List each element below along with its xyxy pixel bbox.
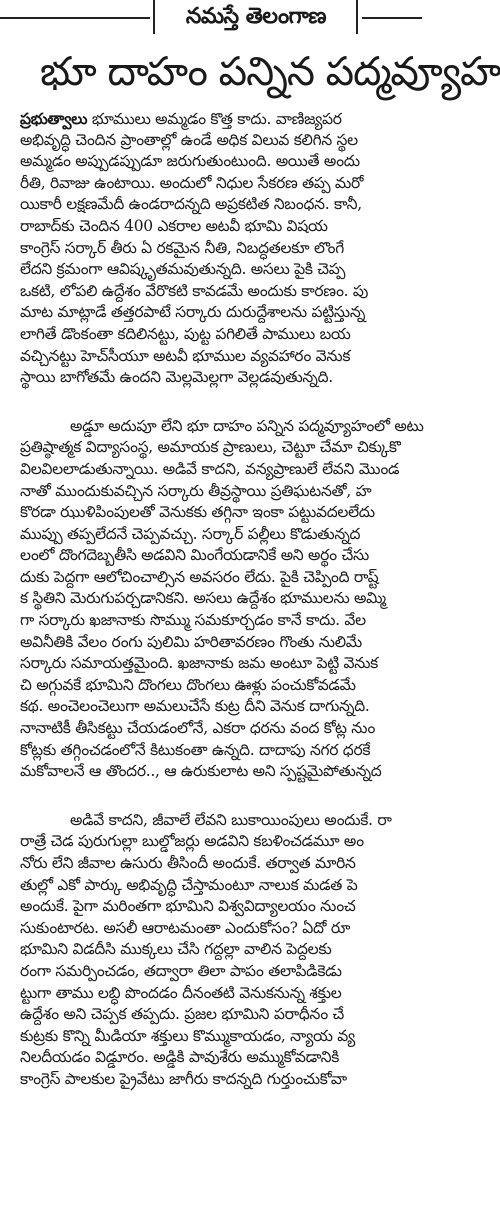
article-paragraph [0,416,422,783]
article-line: క స్థితిని మెరుగుపర్చడానికని. అసలు ఉద్దేశం భూములను అమ్మి [20,589,386,608]
article-line: అమ్మడం అప్పుడప్పుడూ జరుగుతుంటుంది. అయితే అందు [20,152,360,171]
article-line: నానాటికీ తీసికట్టు చేయడంలోనే, ఎకరా ధరను వంద కోట్ల నుం [20,719,376,738]
article-line: రాత్రే చెడ పురుగుల్లా బుల్డోజర్లు అడవిని కబళించడమూ అం [20,832,364,851]
masthead-divider-right [356,0,358,34]
article-line: కొరడా ఝుళిపింపులతో వెనుకకు తగ్గినా ఇంకా పట్టువదలలేదు [20,503,375,522]
article-line: లంలో దొంగదెబ్బతీసి అడవిని మింగేయడానికే అని అర్థం చేసు [20,546,369,565]
article-line: యికారీ లక్షణమేదీ ఉండరాదన్నది అప్రకటిత నిబంధన. కానీ, [20,195,362,214]
article-line: దుకు పెద్దగా ఆలోచించాల్సిన అవసరం లేదు. పైకి చెప్పింది రాష్ట్ [20,567,379,586]
lead-word: ప్రభుత్వాలు [20,109,88,128]
article-line: ఉద్దేశం అని చెప్పక తప్పదు. ప్రజల భూమిని పరాధీనం చే [20,1005,345,1024]
paragraph-gap [0,389,422,416]
article-line: వచ్చినట్టు హెచ్‌సీయూ అటవీ భూముల వ్యవహారం వెనుక [20,346,351,365]
newspaper-name: నమస్తే తెలంగాణ [185,4,327,29]
article-line: నాతో ముందుకువచ్చిన సర్కారు తీవ్రస్థాయి ప్రతిఘటనతో, హ [20,481,372,500]
paragraph-gap [0,783,422,810]
article-body [0,108,422,1091]
article-line: కాంగ్రెస్ సర్కార్ తీరు ఏ రకమైన నీతి, నిబద్ధతలకూ లొంగే [20,238,344,257]
article-line: అడివే కాదని, జీవాలే లేవని బుకాయింపులు అందుకే. రా [70,810,392,829]
article-line: మాట మాట్లాడే తత్తరపాటే సర్కారు దురుద్దేశాలను పట్టిస్తున్న [20,303,366,322]
article-line: రాబాద్‌కు చెందిన 400 ఎకరాల అటవీ భూమి విషయ [20,216,328,235]
article-line: చి అగ్గువకే భూమిని దొంగలు దొంగలు ఊళ్లు పంచుకోవడమే [20,675,356,694]
article-line: నిలదీయడం విడ్డూరం. అడ్డికి పావుశేరు అమ్ముకోవడానికి [20,1048,339,1067]
article-line: స్థాయి బాగోతమే ఉందని మెల్లమెల్లగా వెల్లడవుతున్నది. [20,368,333,387]
article-line: కాంగ్రెస్ పాలకుల ప్రైవేటు జాగీరు కాదన్నది గుర్తుంచుకోవా [20,1069,347,1088]
article-line: కుట్రకు కొన్ని మీడియా శక్తులు కొమ్ముకాయడం, న్యాయ వ్య [20,1026,355,1045]
article-line: రంగా సమర్పించడం, తద్వారా తిలా పాపం తలాపిడికెడు [20,961,342,980]
article-line: అడ్డూ అదుపూ లేని భూ దాహం పన్నిన పద్మవ్యూహంలో అటు [70,416,424,435]
article-line: రీతి, రివాజు ఉంటాయి. అందులో నిధుల సేకరణ తప్ప మరో [20,173,364,192]
article-line: అవినీతికి వేలం రంగు పులిమి హరితావరణం గొంతు నులిమే [20,632,362,651]
article-line: మకోవాలనే ఆ తొందర.., ఆ ఉరుకులాట అని స్పష్టమైపోతున్నద [20,762,382,781]
article-line: గా సర్కారు ఖజానాకు సొమ్ము సమకూర్చడం కానే కాదు. వేల [20,611,366,630]
article-headline: భూ దాహం పన్నిన పద్మవ్యూహ [40,49,500,95]
masthead [0,0,422,38]
article-line: ట్టుగా తాము లబ్ధి పొందడం దీనంతటి వెనుకనున్న శక్తుల [20,983,342,1002]
masthead-rule-right [362,17,422,19]
article-line: తుల్లో ఎకో పార్కు అభివృద్ధి చేస్తామంటూ నాలుక మడత పె [20,875,358,894]
article-line: అభివృద్ధి చెందిన ప్రాంతాల్లో ఉండే అధిక విలువ కలిగిన స్థల [20,130,358,149]
article-line: నోరు లేని జీవాల ఉసురు తీసిందీ అందుకే. తర్వాత మారిన [20,854,356,872]
article-line: లాగితే డొంకంతా కదిలినట్టు, పుట్ట పగిలితే పాములు బయ [20,324,351,343]
article-paragraph [0,810,422,1091]
article-line: కోట్లకు తగ్గించడంలోనే కిటుకంతా ఉన్నది. దాదాపు నగర ధరకే [20,740,371,759]
masthead-rule-left [0,17,150,19]
article-line: కథ. అంచెలంచెలుగా అమలుచేసే కుట్ర దీని వెనుక దాగున్నది. [20,697,370,716]
article-line: ప్రభుత్వాలు భూములు అమ్మడం కొత్త కాదు. వాణిజ్యపర [20,109,342,128]
article-line: అందుకే. పైగా మరింతగా భూమిని విశ్వవిద్యాలయం నుంచ [20,897,356,916]
article-line: ఒకటి, లోపలి ఉద్దేశం వేరొకటి కావడమే అందుకు కారణం. పు [20,281,369,300]
article-line: లేదని క్రమంగా ఆవిష్కృతమవుతున్నది. అసలు పైకి చెప్ప [20,260,346,279]
article-line: ముప్పు తప్పలేదనే చెప్పవచ్చు. సర్కార్ పల్లీలు కొడుతున్నద [20,524,361,543]
article-line: విలవిలలాడుతున్నాయి. అడివే కాదని, వన్యప్రాణులే లేవని మొండ [20,459,400,478]
article-paragraph [0,108,422,389]
masthead-divider-left [153,0,155,34]
article-line: సుకుంటారట. అసలీ ఆరాటమంతా ఎందుకోసం? ఏదో రూ [20,918,351,937]
article-line: ప్రతిష్ఠాత్మక విద్యాసంస్థ, అమాయక ప్రాణులు, చెట్టూ చేమా చిక్కుకొ [20,438,401,457]
article-line: భూమిని విడదీసి ముక్కలు చేసి గద్దల్లా వాలిన పెద్దలకు [20,940,332,959]
article-line: సర్కారు సమాయత్తమైంది. ఖజానాకు జమ అంటూ పెట్టి వెనుక [20,654,378,673]
